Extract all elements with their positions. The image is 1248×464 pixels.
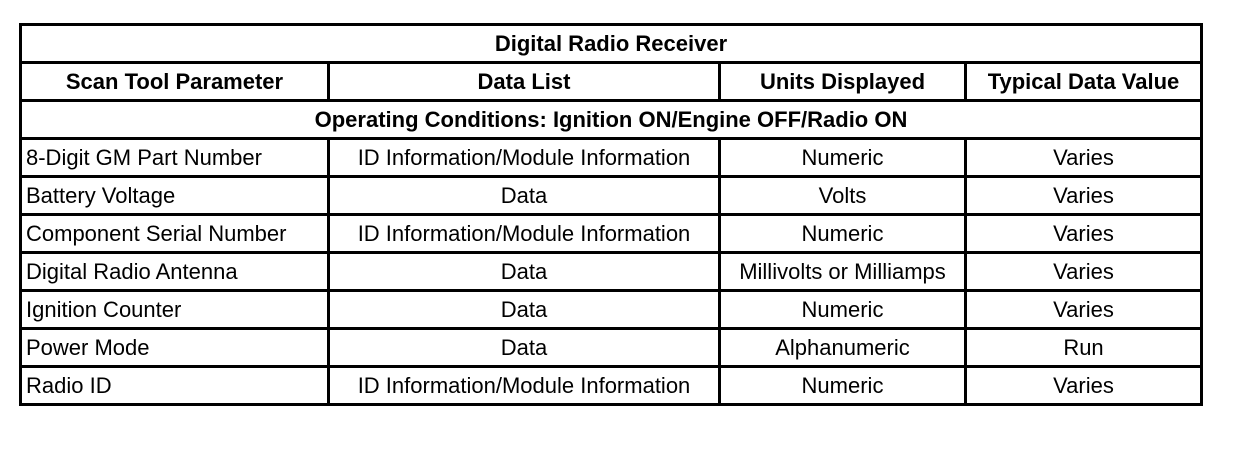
table-header-row: [21, 63, 1202, 101]
scan-tool-data-table: [19, 23, 1203, 406]
column-header-parameter: Scan Tool Parameter: [21, 63, 329, 101]
typical-value-cell: Varies: [966, 253, 1202, 291]
table-row: [21, 329, 1202, 367]
typical-value-cell: Varies: [966, 139, 1202, 177]
data-list-cell: ID Information/Module Information: [329, 367, 720, 405]
table-row: [21, 253, 1202, 291]
parameter-cell: Battery Voltage: [21, 177, 329, 215]
parameter-cell: Radio ID: [21, 367, 329, 405]
units-cell: Alphanumeric: [720, 329, 966, 367]
units-cell: Numeric: [720, 215, 966, 253]
data-list-cell: Data: [329, 177, 720, 215]
table-title-row: [21, 25, 1202, 63]
units-cell: Millivolts or Milliamps: [720, 253, 966, 291]
parameter-cell: Digital Radio Antenna: [21, 253, 329, 291]
typical-value-cell: Varies: [966, 291, 1202, 329]
parameter-cell: Power Mode: [21, 329, 329, 367]
typical-value-cell: Run: [966, 329, 1202, 367]
parameter-cell: Component Serial Number: [21, 215, 329, 253]
typical-value-cell: Varies: [966, 177, 1202, 215]
parameter-cell: 8-Digit GM Part Number: [21, 139, 329, 177]
data-list-cell: ID Information/Module Information: [329, 215, 720, 253]
conditions-row: [21, 101, 1202, 139]
table-title: Digital Radio Receiver: [21, 25, 1202, 63]
table-row: [21, 367, 1202, 405]
units-cell: Numeric: [720, 367, 966, 405]
units-cell: Numeric: [720, 139, 966, 177]
data-list-cell: Data: [329, 291, 720, 329]
typical-value-cell: Varies: [966, 367, 1202, 405]
units-cell: Numeric: [720, 291, 966, 329]
data-list-cell: Data: [329, 329, 720, 367]
table-row: [21, 139, 1202, 177]
data-list-cell: ID Information/Module Information: [329, 139, 720, 177]
table-row: [21, 177, 1202, 215]
column-header-typical-value: Typical Data Value: [966, 63, 1202, 101]
parameter-cell: Ignition Counter: [21, 291, 329, 329]
table-row: [21, 291, 1202, 329]
typical-value-cell: Varies: [966, 215, 1202, 253]
operating-conditions: Operating Conditions: Ignition ON/Engine OFF/Radio ON: [21, 101, 1202, 139]
units-cell: Volts: [720, 177, 966, 215]
data-list-cell: Data: [329, 253, 720, 291]
column-header-data-list: Data List: [329, 63, 720, 101]
table-row: [21, 215, 1202, 253]
column-header-units: Units Displayed: [720, 63, 966, 101]
